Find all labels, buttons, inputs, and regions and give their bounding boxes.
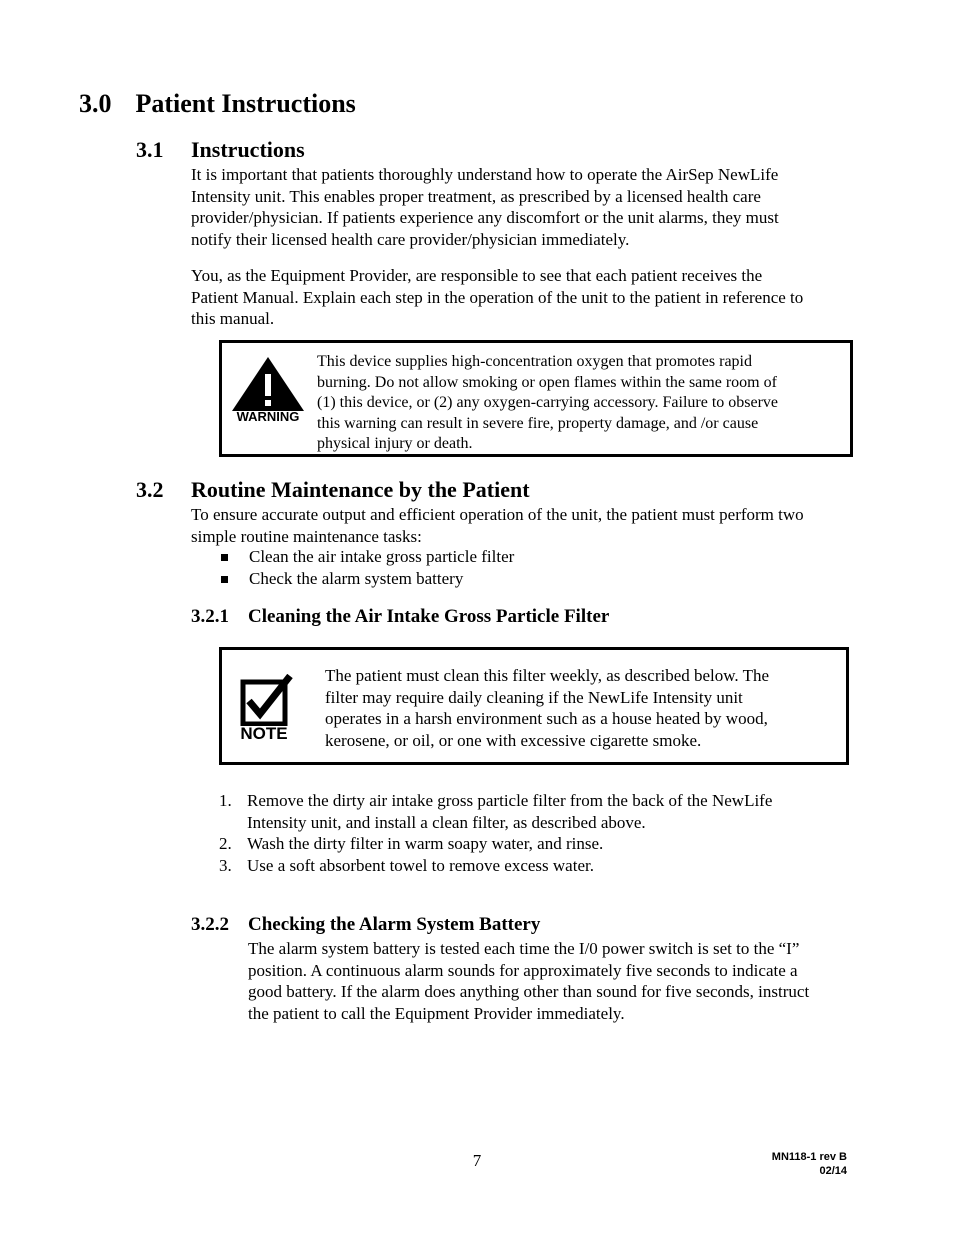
text-line: this warning can result in severe fire, property damage, and /or cause — [317, 414, 759, 432]
instructions-paragraph-1 — [191, 164, 891, 250]
battery-check-paragraph — [248, 938, 898, 1024]
text-line: physical injury or death. — [317, 435, 473, 452]
text-line: this manual. — [191, 309, 275, 328]
text-line: kerosene, or oil, or one with excessive cigarette smoke. — [325, 730, 702, 750]
document-date: 02/14 — [819, 1165, 847, 1177]
subsubsection-title-3-2-2: Checking the Alarm System Battery — [248, 914, 541, 935]
cleaning-steps-list — [219, 790, 859, 876]
subsection-number-3-1: 3.1 — [136, 137, 164, 162]
list-item — [219, 833, 859, 855]
text-line: provider/physician. If patients experience any discomfort or the unit alarms, they must — [191, 208, 779, 227]
text-line: good battery. If the alarm does anything other than sound for five seconds, instruct — [248, 982, 810, 1001]
bullet-icon — [221, 554, 228, 561]
warning-text — [317, 352, 847, 455]
text-line: position. A continuous alarm sounds for approximately five seconds to indicate a — [248, 960, 798, 980]
bullet-icon — [221, 576, 228, 583]
subsubsection-title-3-2-1: Cleaning the Air Intake Gross Particle Filter — [248, 606, 610, 627]
text-line: To ensure accurate output and efficient operation of the unit, the patient must perform two — [191, 505, 804, 524]
instructions-paragraph-2 — [191, 265, 891, 330]
subsection-title-3-2: Routine Maintenance by the Patient — [191, 477, 530, 502]
note-label: NOTE — [240, 724, 288, 743]
subsection-number-3-2: 3.2 — [136, 477, 164, 502]
text-line: Wash the dirty filter in warm soapy water, and rinse. — [247, 834, 604, 853]
warning-label: WARNING — [236, 409, 300, 424]
text-line: notify their licensed health care provider/physician immediately. — [191, 229, 630, 249]
list-item-text: Clean the air intake gross particle filter — [249, 547, 515, 566]
text-line: simple routine maintenance tasks: — [191, 526, 422, 546]
text-line: Intensity unit. This enables proper treatment, as prescribed by a licensed health care — [191, 186, 761, 206]
section-heading — [79, 89, 356, 119]
text-line: The alarm system battery is tested each time the I/0 power switch is set to the “I” — [248, 939, 800, 958]
text-line: filter may require daily cleaning if the NewLife Intensity unit — [325, 687, 743, 707]
text-line: This device supplies high-concentration oxygen that promotes rapid — [317, 353, 752, 370]
subsection-title-3-1: Instructions — [191, 137, 305, 162]
text-line: burning. Do not allow smoking or open flames within the same room of — [317, 373, 777, 391]
list-item — [219, 790, 859, 833]
list-item — [219, 855, 859, 877]
text-line: (1) this device, or (2) any oxygen-carrying accessory. Failure to observe — [317, 394, 779, 411]
warning-icon — [232, 355, 304, 425]
subsubsection-number-3-2-1: 3.2.1 — [191, 606, 229, 627]
text-line: It is important that patients thoroughly understand how to operate the AirSep NewLife — [191, 165, 779, 184]
list-item-number: 1. — [219, 791, 232, 810]
document-code — [700, 1150, 847, 1178]
section-title: Patient Instructions — [135, 89, 356, 118]
list-item — [219, 568, 514, 590]
warning-box — [219, 340, 853, 457]
subsubsection-number-3-2-2: 3.2.2 — [191, 914, 229, 935]
maintenance-intro — [191, 504, 891, 547]
checkmark-icon — [240, 674, 296, 744]
text-line: Intensity unit, and install a clean filter, as described above. — [247, 812, 646, 832]
text-line: Use a soft absorbent towel to remove excess water. — [247, 855, 594, 875]
note-box — [219, 647, 849, 765]
text-line: Patient Manual. Explain each step in the operation of the unit to the patient in reference to — [191, 287, 804, 307]
section-number: 3.0 — [79, 89, 112, 118]
text-line: operates in a harsh environment such as a house heated by wood, — [325, 709, 768, 728]
list-item-text: Check the alarm system battery — [249, 569, 464, 588]
text-line: The patient must clean this filter weekly, as described below. The — [325, 666, 770, 685]
document-revision: MN118-1 rev B — [771, 1151, 847, 1163]
text-line: Remove the dirty air intake gross particle filter from the back of the NewLife — [247, 791, 773, 810]
note-text — [325, 665, 845, 751]
text-line: You, as the Equipment Provider, are responsible to see that each patient receives the — [191, 266, 763, 285]
list-item-number: 3. — [219, 855, 232, 875]
maintenance-task-list — [219, 546, 514, 590]
list-item — [219, 546, 514, 568]
list-item-number: 2. — [219, 834, 232, 853]
page-number: 7 — [472, 1151, 482, 1170]
text-line: the patient to call the Equipment Provider immediately. — [248, 1003, 625, 1023]
